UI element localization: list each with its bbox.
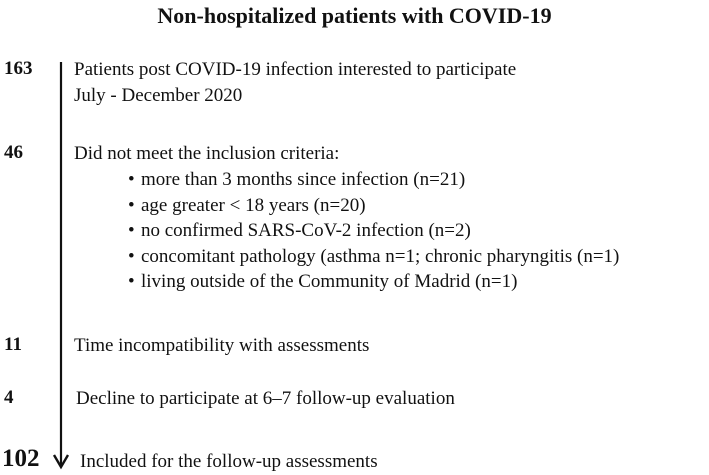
step-time-incompatibility: Time incompatibility with assessments	[74, 335, 370, 356]
exclusion-criteria-list	[128, 167, 619, 295]
exclusion-item: • age greater < 18 years (n=20)	[128, 193, 619, 219]
step-interested-line2: July - December 2020	[74, 85, 243, 106]
exclusion-item: • living outside of the Community of Madrid (n=1)	[128, 269, 619, 295]
count-time-incompatibility: 11	[4, 334, 22, 355]
count-included: 102	[2, 445, 40, 472]
diagram-title: Non-hospitalized patients with COVID-19	[157, 3, 552, 28]
step-interested-line1: Patients post COVID-19 infection interested to participate	[74, 59, 517, 80]
step-excluded-criteria-heading: Did not meet the inclusion criteria:	[74, 143, 340, 164]
count-declined: 4	[4, 387, 14, 408]
exclusion-item: • more than 3 months since infection (n=21)	[128, 167, 619, 193]
flow-arrow-head	[54, 455, 68, 467]
exclusion-item: • concomitant pathology (asthma n=1; chronic pharyngitis (n=1)	[128, 244, 619, 270]
count-interested: 163	[4, 58, 33, 79]
count-excluded-criteria: 46	[4, 142, 23, 163]
exclusion-item: • no confirmed SARS-CoV-2 infection (n=2)	[128, 218, 619, 244]
step-included: Included for the follow-up assessments	[80, 451, 378, 472]
step-declined: Decline to participate at 6–7 follow-up evaluation	[76, 388, 455, 409]
